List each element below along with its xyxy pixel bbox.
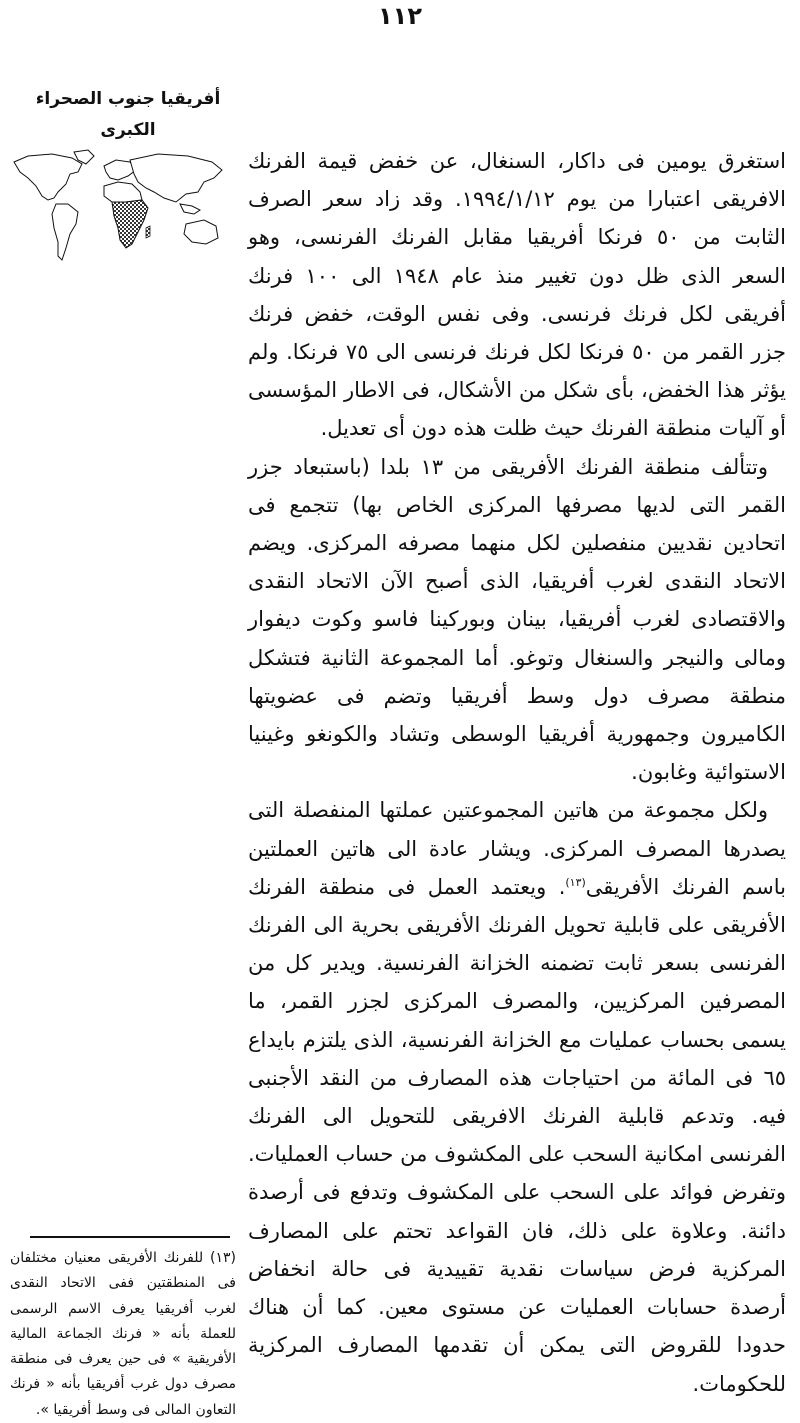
north-africa-shape: [104, 182, 142, 202]
main-text: [248, 142, 786, 1403]
sidebar-heading-line2: الكبرى: [100, 120, 156, 140]
paragraph-1: استغرق يومين فى داكار، السنغال، عن خفض قيمة الفرنك الافريقى اعتبارا من يوم ١٩٩٤/١/١٢. وقد زاد سعر الصرف الثابت من ٥٠ فرنكا أفريقيا مقابل الفرنك الفرنسى، وهو السعر الذى ظل دون تغيير منذ عام ١٩٤٨ الى ١٠٠ فرنك أفريقى لكل فرنك فرنسى. وفى نفس الوقت، خفض فرنك جزر القمر من ٥٠ فرنكا لكل فرنك فرنسى الى ٧٥ فرنكا. ولم يؤثر هذا الخفض، بأى شكل من الأشكال، فى الاطار المؤسسى أو آليات منطقة الفرنك حيث ظلت هذه دون أى تعديل.: [248, 149, 786, 441]
sidebar-heading-line1: أفريقيا جنوب الصحراء: [35, 89, 221, 109]
north-america-shape: [14, 154, 82, 200]
south-america-shape: [52, 204, 78, 260]
page-number: ١١٢: [378, 2, 422, 30]
australia-shape: [184, 220, 218, 244]
footnote-13: (١٣) للفرنك الأفريقى معنيان مختلفان فى المنطقتين ففى الاتحاد النقدى لغرب أفريقيا يعرف الاسم الرسمى للعملة بأنه « فرنك الجماعة المالية الأفريقية » فى حين يعرف فى منطقة مصرف دول غرب أفريقيا بأنه « فرنك التعاون المالى فى وسط أفريقيا ».: [10, 1250, 236, 1418]
world-map-icon: [8, 148, 234, 274]
footnote-divider: [30, 1236, 230, 1238]
southeast-asia-shape: [180, 204, 200, 214]
madagascar-shape: [146, 226, 150, 238]
paragraph-2: وتتألف منطقة الفرنك الأفريقى من ١٣ بلدا (باستبعاد جزر القمر التى لديها مصرفها المركزى الخاص بها) تتجمع فى اتحادين نقديين منفصلين لكل منهما مصرفه المركزى. ويضم الاتحاد النقدى لغرب أفريقيا، الذى أصبح الآن الاتحاد النقدى والاقتصادى لغرب أفريقيا، بينان وبوركينا فاسو وكوت ديفوار ومالى والنيجر والسنغال وتوغو. أما المجموعة الثانية فتشكل منطقة مصرف دول وسط أفريقيا وتضم فى عضويتها الكاميرون وجمهورية أفريقيا الوسطى وتشاد والكونغو وغينيا الاستوائية وغابون.: [248, 454, 786, 785]
sub-saharan-africa-shape: [112, 200, 148, 248]
asia-shape: [130, 154, 222, 202]
paragraph-3-after-ref: . ويعتمد العمل فى منطقة الفرنك الأفريقى على قابلية تحويل الفرنك الأفريقى بحرية الى الفرنك الفرنسى بسعر ثابت تضمنه الخزانة الفرنسية. ويدير كل من المصرفين المركزيين، والمصرف المركزى لجزر القمر، ما يسمى بحساب عمليات مع الخزانة الفرنسية، الذى يلتزم بايداع ٦٥ فى المائة من احتياجات هذه المصارف من النقد الأجنبى فيه. وتدعم قابلية الفرنك الافريقى للتحويل الى الفرنك الفرنسى امكانية السحب على المكشوف من حساب العمليات. وتفرض فوائد على السحب على المكشوف وتدفع فى أرصدة دائنة. وعلاوة على ذلك، فان القواعد تحتم على المصارف المركزية فرض سياسات نقدية تقييدية فى حالة انخفاض أرصدة حسابات العمليات عن مستوى معين. كما أن هناك حدودا للقروض التى يمكن أن تقدمها المصارف المركزية للحكومات.: [248, 874, 786, 1396]
paragraph-3-before-ref: ولكل مجموعة من هاتين المجموعتين عملتها المنفصلة التى يصدرها المصرف المركزى. ويشار عادة الى هاتين العملتين باسم الفرنك الأفريقى: [248, 798, 786, 899]
paragraph-3: [248, 791, 786, 1402]
footnote-reference[interactable]: (١٣): [565, 875, 586, 889]
sidebar-heading: [12, 84, 244, 146]
